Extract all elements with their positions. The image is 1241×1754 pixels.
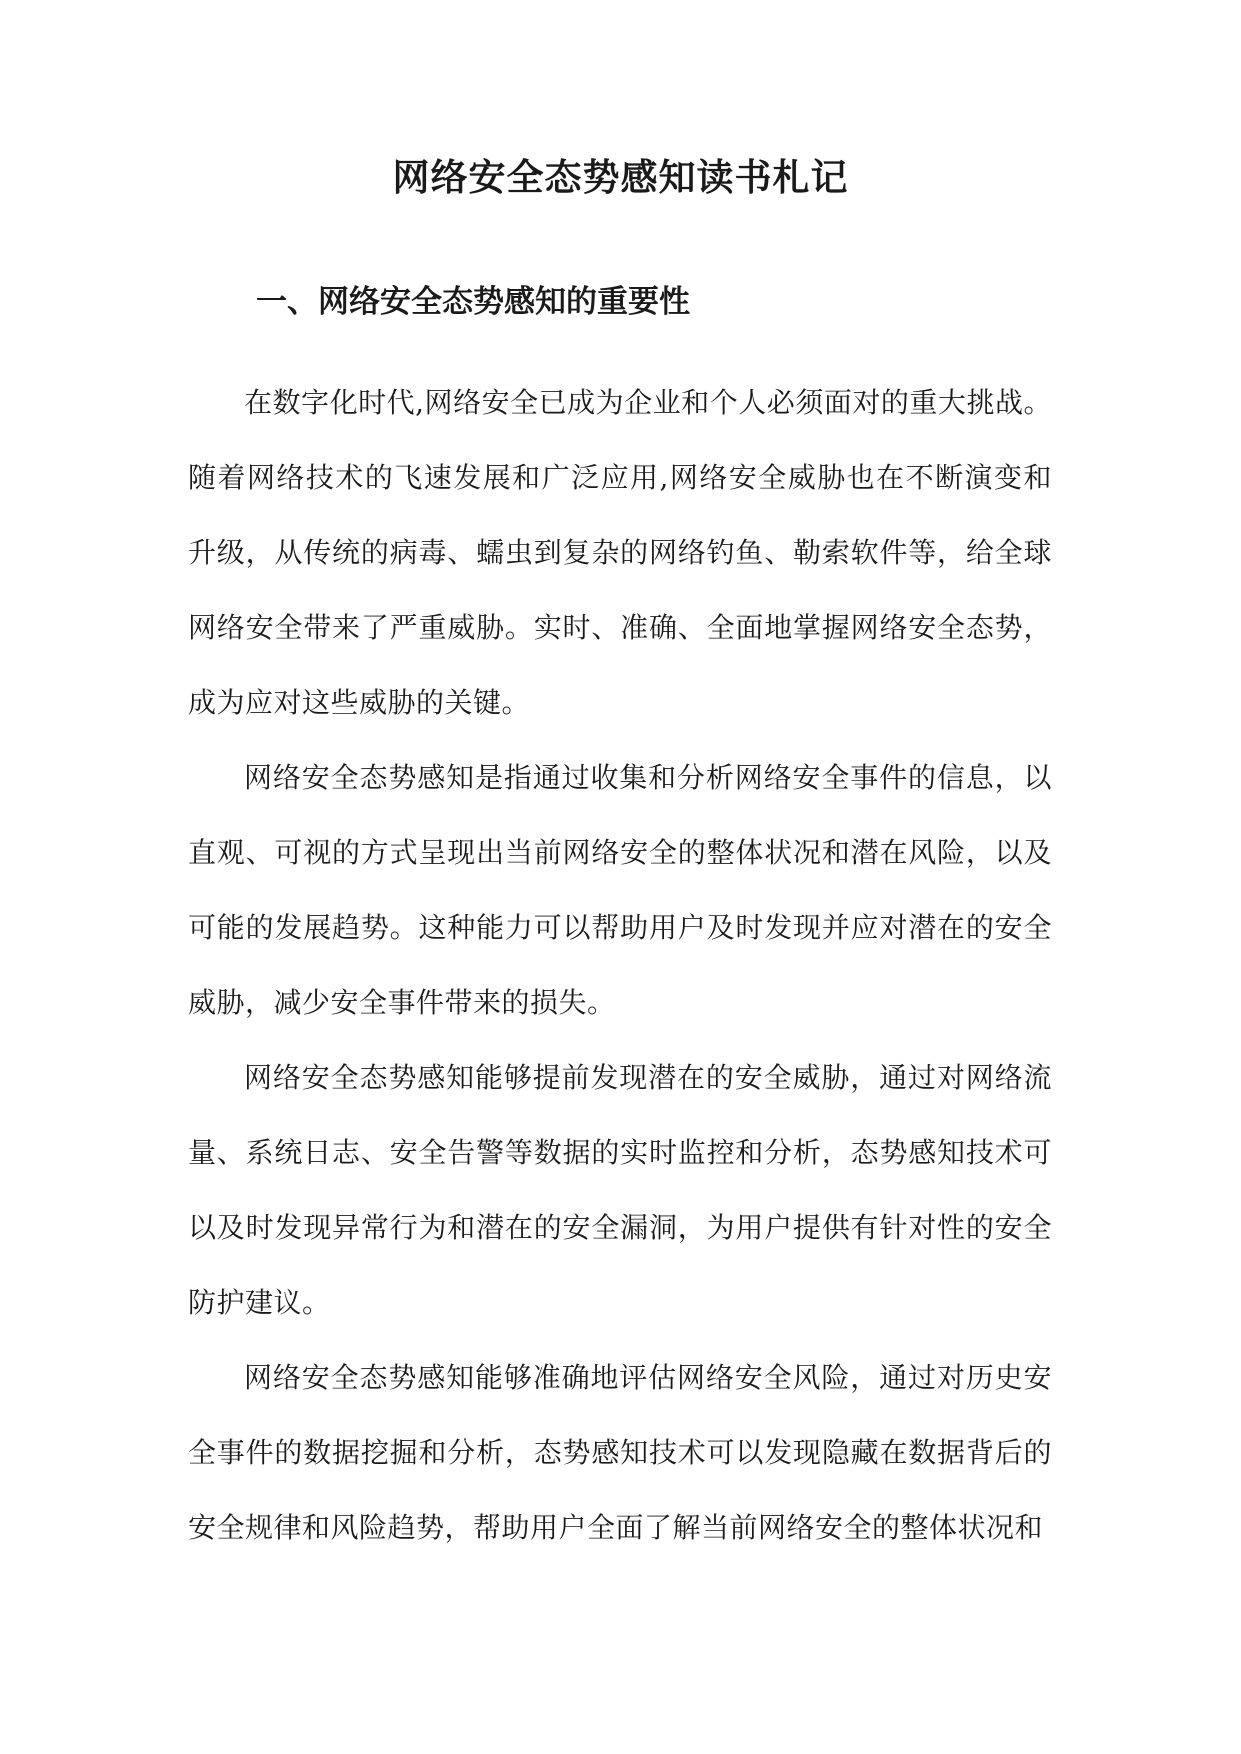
paragraph: 网络安全态势感知能够准确地评估网络安全风险，通过对历史安全事件的数据挖掘和分析，态势感知技术可以发现隐藏在数据背后的安全规律和风险趋势，帮助用户全面了解当前网络安全的整体状况和: [188, 1361, 1052, 1544]
paragraph: 网络安全态势感知是指通过收集和分析网络安全事件的信息，以直观、可视的方式呈现出当前网络安全的整体状况和潜在风险，以及可能的发展趋势。这种能力可以帮助用户及时发现并应对潜在的安全威胁，减少安全事件带来的损失。: [188, 761, 1052, 1019]
section-heading: 一、网络安全态势感知的重要性: [256, 284, 690, 320]
paragraph: 网络安全态势感知能够提前发现潜在的安全威胁，通过对网络流量、系统日志、安全告警等数据的实时监控和分析，态势感知技术可以及时发现异常行为和潜在的安全漏洞，为用户提供有针对性的安全防护建议。: [188, 1061, 1052, 1319]
body-text: [188, 365, 1052, 1565]
paragraph: 在数字化时代,网络安全已成为企业和个人必须面对的重大挑战。随着网络技术的飞速发展和广泛应用,网络安全威胁也在不断演变和升级，从传统的病毒、蠕虫到复杂的网络钓鱼、勒索软件等，给全球网络安全带来了严重威胁。实时、准确、全面地掌握网络安全态势，成为应对这些威胁的关键。: [188, 386, 1052, 719]
document-title: 网络安全态势感知读书札记: [392, 155, 849, 199]
